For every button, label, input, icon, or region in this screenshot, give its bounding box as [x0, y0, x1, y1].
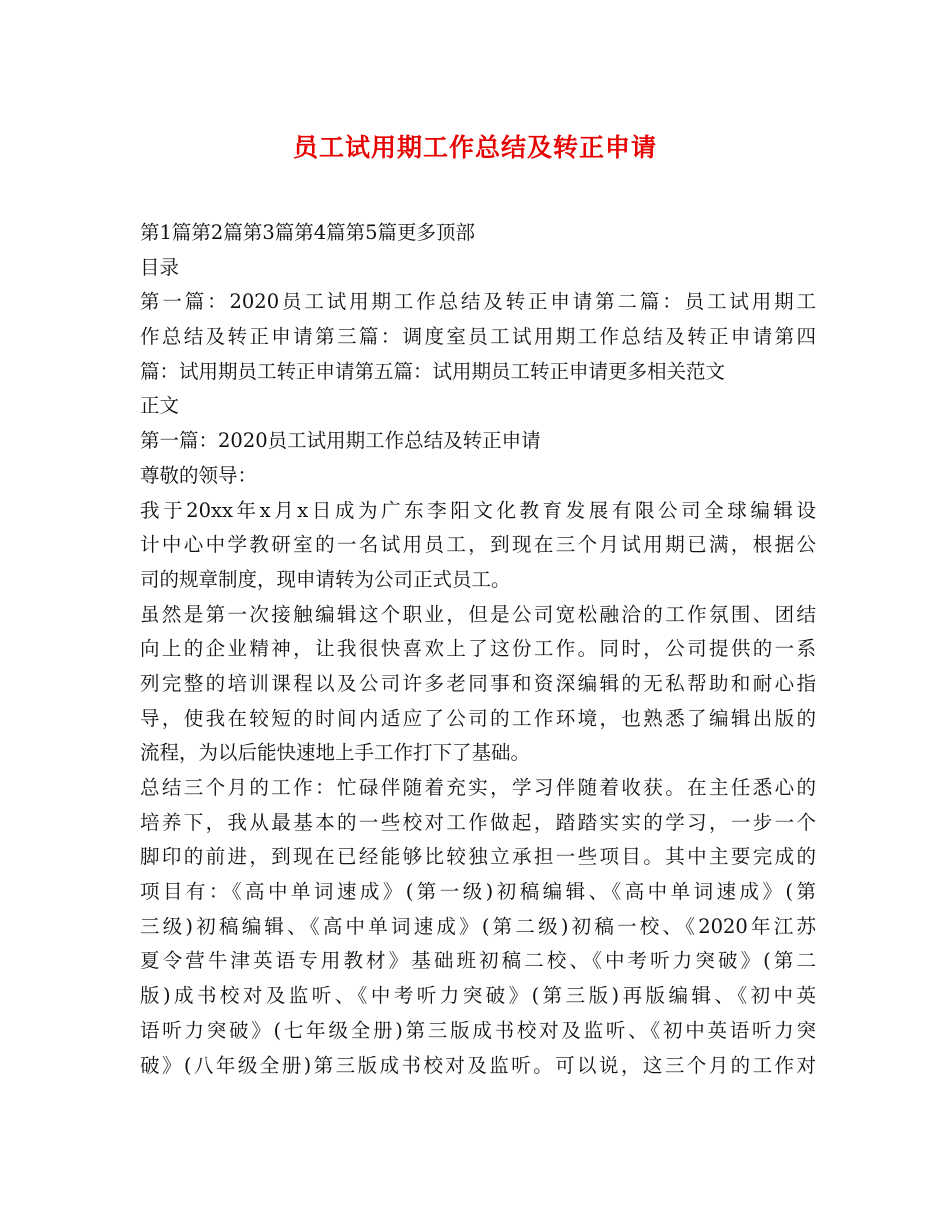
toc-heading: 目录	[140, 255, 180, 279]
article-title: 第一篇：2020员工试用期工作总结及转正申请	[140, 429, 541, 453]
document-body	[140, 216, 816, 1083]
document-title: 员工试用期工作总结及转正申请	[292, 133, 657, 162]
paragraph-line: 计中心中学教研室的一名试用员工，到现在三个月试用期已满，根据公	[140, 533, 816, 557]
body-heading: 正文	[140, 394, 180, 418]
paragraph-line: 我于20xx年x月x日成为广东李阳文化教育发展有限公司全球编辑设	[140, 498, 816, 522]
paragraph-line: 列完整的培训课程以及公司许多老同事和资深编辑的无私帮助和耐心指	[140, 671, 816, 695]
paragraph-line: 三级)初稿编辑、《高中单词速成》(第二级)初稿一校、《2020年江苏	[140, 914, 816, 938]
paragraph-line: 虽然是第一次接触编辑这个职业，但是公司宽松融洽的工作氛围、团结	[140, 602, 816, 626]
paragraph-line: 项目有：《高中单词速成》(第一级)初稿编辑、《高中单词速成》(第	[140, 880, 816, 904]
paragraph-line: 培养下，我从最基本的一些校对工作做起，踏踏实实的学习，一步一个	[140, 810, 816, 834]
paragraph-line: 总结三个月的工作：忙碌伴随着充实，学习伴随着收获。在主任悉心的	[140, 776, 816, 799]
toc-line: 篇：试用期员工转正申请第五篇：试用期员工转正申请更多相关范文	[140, 359, 726, 383]
paragraph-line: 导，使我在较短的时间内适应了公司的工作环境，也熟悉了编辑出版的	[140, 706, 816, 730]
toc-nav-line: 第1篇第2篇第3篇第4篇第5篇更多顶部	[140, 221, 476, 244]
toc-line: 第一篇：2020员工试用期工作总结及转正申请第二篇：员工试用期工	[140, 290, 816, 314]
paragraph-line: 版)成书校对及监听、《中考听力突破》(第三版)再版编辑、《初中英	[140, 984, 816, 1008]
paragraph-line: 破》(八年级全册)第三版成书校对及监听。可以说，这三个月的工作对	[140, 1053, 816, 1077]
salutation: 尊敬的领导：	[140, 463, 258, 487]
paragraph-line: 语听力突破》(七年级全册)第三版成书校对及监听、《初中英语听力突	[140, 1018, 816, 1042]
paragraph-line: 司的规章制度，现申请转为公司正式员工。	[140, 567, 511, 591]
paragraph-line: 夏令营牛津英语专用教材》基础班初稿二校、《中考听力突破》(第二	[140, 949, 816, 973]
paragraph-line: 流程，为以后能快速地上手工作打下了基础。	[140, 741, 531, 765]
paragraph-line: 向上的企业精神，让我很快喜欢上了这份工作。同时，公司提供的一系	[140, 637, 816, 661]
paragraph-line: 脚印的前进，到现在已经能够比较独立承担一些项目。其中主要完成的	[140, 845, 816, 869]
toc-line: 作总结及转正申请第三篇：调度室员工试用期工作总结及转正申请第四	[140, 325, 816, 349]
